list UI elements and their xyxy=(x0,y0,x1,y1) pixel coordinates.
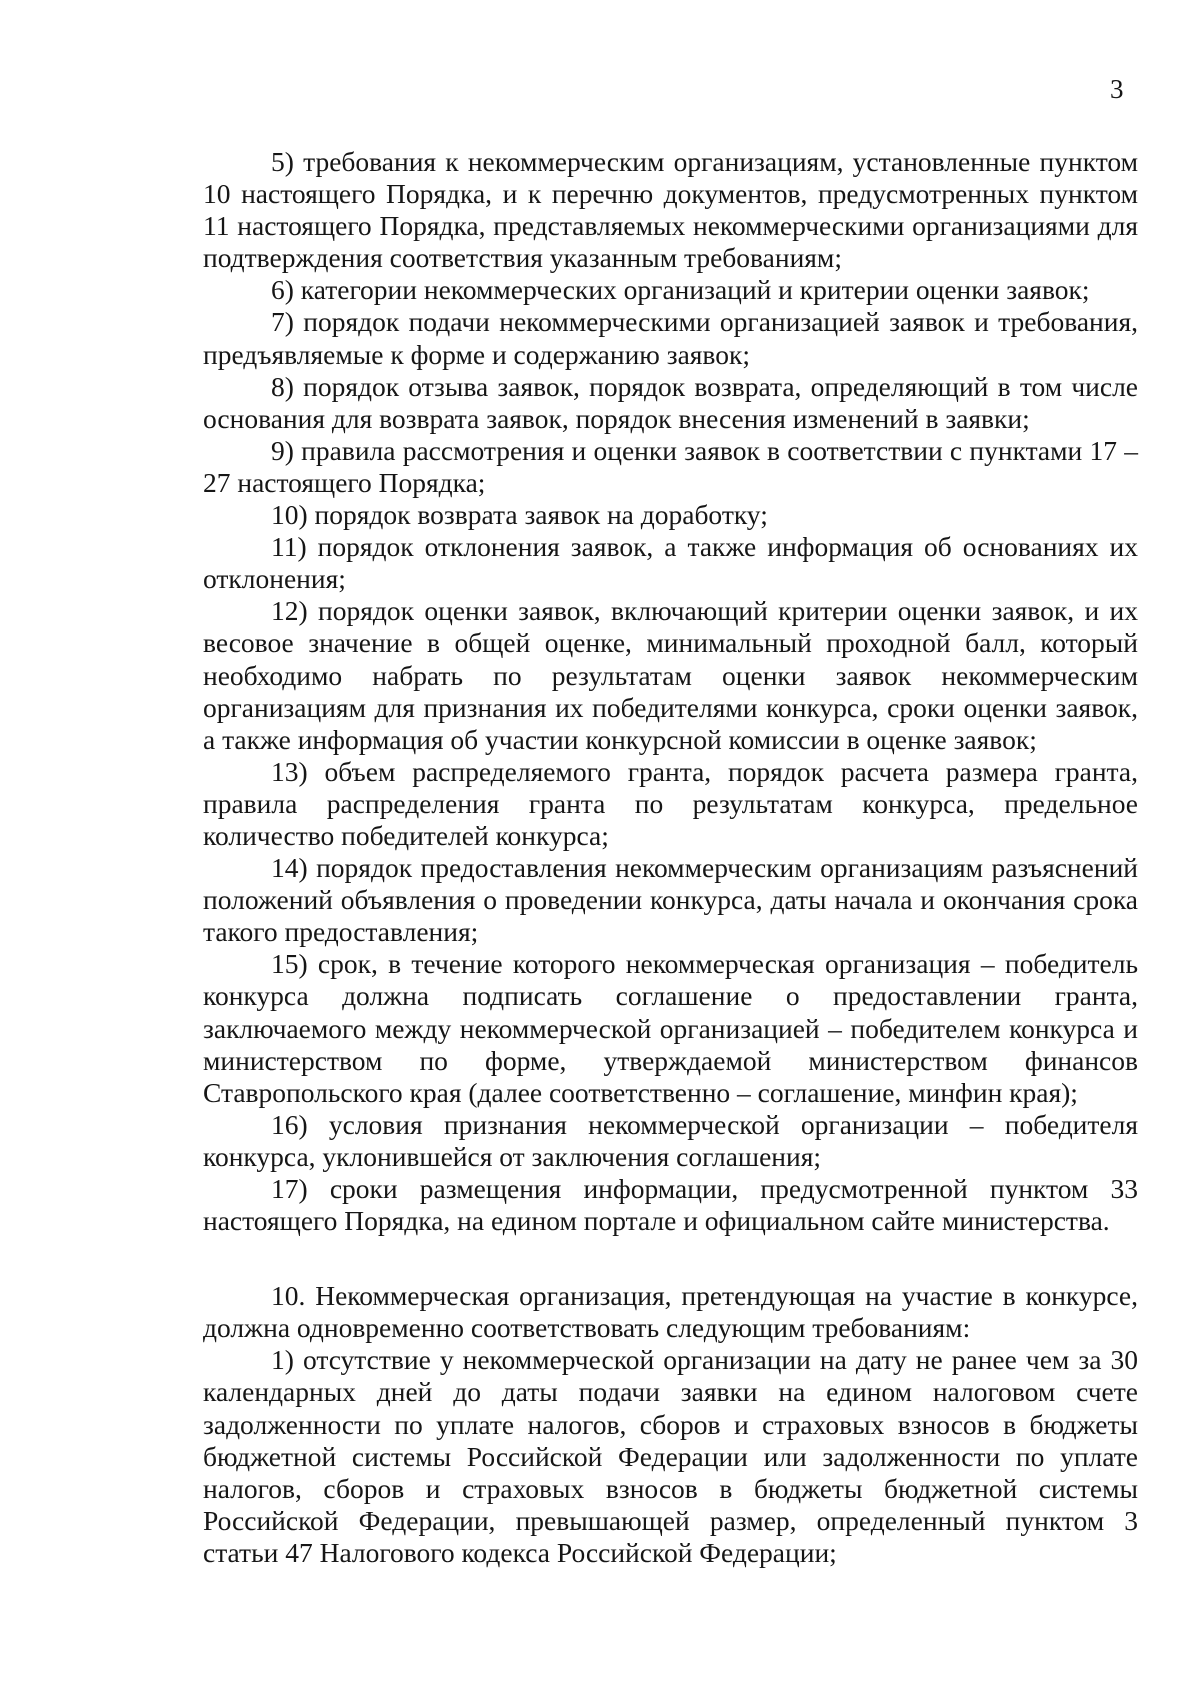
list-item-11: 11) порядок отклонения заявок, а также информация об основаниях их отклонения; xyxy=(203,531,1138,595)
list-item-13: 13) объем распределяемого гранта, порядок расчета размера гранта, правила распределения гранта по результатам конкурса, предельное количество победителей конкурса; xyxy=(203,755,1138,851)
list-item-6: 6) категории некоммерческих организаций и критерии оценки заявок; xyxy=(271,274,1090,306)
list-item-9: 9) правила рассмотрения и оценки заявок в соответствии с пунктами 17 – 27 настоящего Порядка; xyxy=(203,434,1138,498)
document-body xyxy=(203,146,1138,1569)
section-10-item-1: 1) отсутствие у некоммерческой организации на дату не ранее чем за 30 календарных дней до даты подачи заявки на едином налоговом счете задолженности по уплате налогов, сборов и страховых взносов в бюджеты бюджетной системы Российской Федерации или задолженности по уплате налогов, сборов и страховых взносов в бюджеты бюджетной системы Российской Федерации, превышающей размер, определенный пунктом 3 статьи 47 Налогового кодекса Российской Федерации; xyxy=(203,1344,1138,1568)
list-item-5: 5) требования к некоммерческим организациям, установленные пунктом 10 настоящего Порядка, и к перечню документов, предусмотренных пунктом 11 настоящего Порядка, представляемых некоммерческими организациями для подтверждения соответствия указанным требованиям; xyxy=(203,146,1138,274)
list-item-17: 17) сроки размещения информации, предусмотренной пунктом 33 настоящего Порядка, на едином портале и официальном сайте министерства. xyxy=(203,1173,1138,1237)
section-10-heading: 10. Некоммерческая организация, претендующая на участие в конкурсе, должна одновременно соответствовать следующим требованиям: xyxy=(203,1280,1138,1344)
list-item-7: 7) порядок подачи некоммерческими организацией заявок и требования, предъявляемые к форме и содержанию заявок; xyxy=(203,306,1138,370)
list-item-16: 16) условия признания некоммерческой организации – победителя конкурса, уклонившейся от заключения соглашения; xyxy=(203,1108,1138,1172)
list-item-10: 10) порядок возврата заявок на доработку; xyxy=(271,499,768,531)
list-item-12: 12) порядок оценки заявок, включающий критерии оценки заявок, и их весовое значение в общей оценке, минимальный проходной балл, который необходимо набрать по результатам оценки заявок некоммерческим организациям для признания их победителями конкурса, сроки оценки заявок, а также информация об участии конкурсной комиссии в оценке заявок; xyxy=(203,595,1138,755)
list-item-8: 8) порядок отзыва заявок, порядок возврата, определяющий в том числе основания для возврата заявок, порядок внесения изменений в заявки; xyxy=(203,370,1138,434)
page-number: 3 xyxy=(1110,74,1124,104)
list-item-14: 14) порядок предоставления некоммерческим организациям разъяснений положений объявления о проведении конкурса, даты начала и окончания срока такого предоставления; xyxy=(203,852,1138,948)
section-spacer xyxy=(203,1237,1138,1280)
list-item-15: 15) срок, в течение которого некоммерческая организация – победитель конкурса должна подписать соглашение о предоставлении гранта, заключаемого между некоммерческой организацией – победителем конкурса и министерством по форме, утверждаемой министерством финансов Ставропольского края (далее соответственно – соглашение, минфин края); xyxy=(203,948,1138,1108)
